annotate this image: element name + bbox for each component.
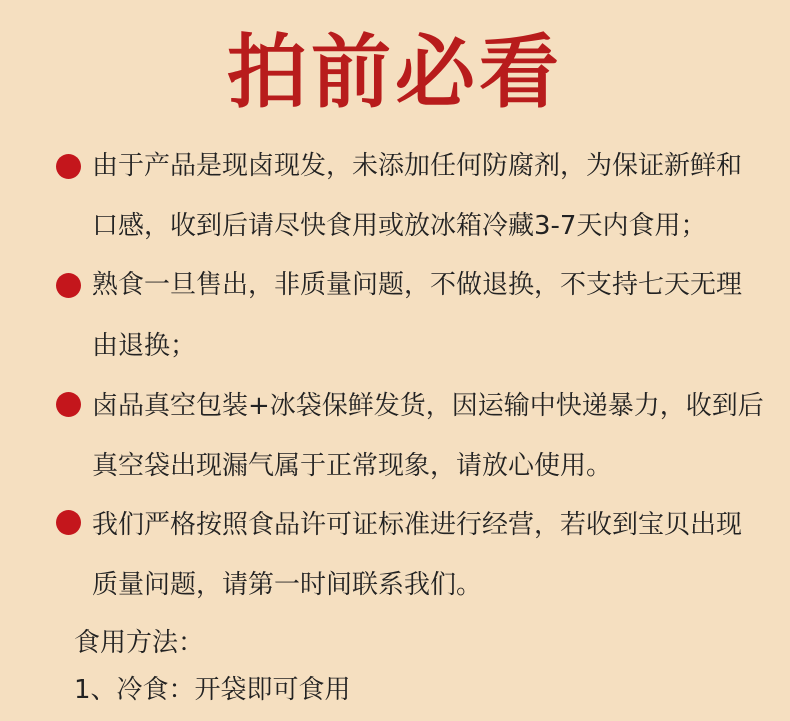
notice-line: 口感，收到后请尽快食用或放冰箱冷藏3-7天内食用； xyxy=(92,211,707,241)
bullet-dot-icon xyxy=(56,154,81,179)
notice-line: 我们严格按照食品许可证标准进行经营，若收到宝贝出现 xyxy=(92,510,743,540)
bullet-dot-icon xyxy=(56,510,81,535)
notice-line: 真空袋出现漏气属于正常现象，请放心使用。 xyxy=(92,451,613,481)
page-title: 拍前必看 xyxy=(227,25,563,119)
bullet-dot-icon xyxy=(56,392,81,417)
notice-line: 卤品真空包装+冰袋保鲜发货，因运输中快递暴力，收到后 xyxy=(92,391,764,421)
bullet-dot-icon xyxy=(56,273,81,298)
usage-method-item: 1、冷食：开袋即可食用 xyxy=(74,675,351,705)
usage-method-title: 食用方法： xyxy=(74,628,205,658)
notice-line: 熟食一旦售出，非质量问题，不做退换，不支持七天无理 xyxy=(92,270,743,300)
notice-line: 由于产品是现卤现发，未添加任何防腐剂，为保证新鲜和 xyxy=(92,151,743,181)
notice-line: 质量问题，请第一时间联系我们。 xyxy=(92,570,483,600)
notice-line: 由退换； xyxy=(92,331,197,361)
